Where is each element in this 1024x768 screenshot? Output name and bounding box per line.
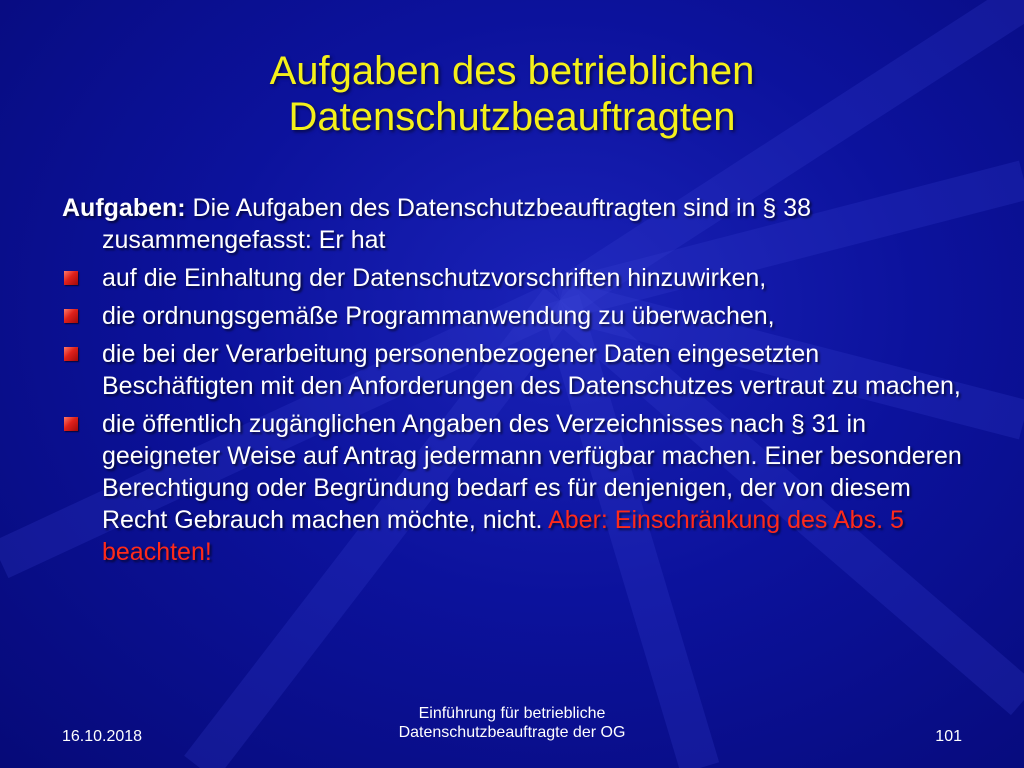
red-square-bullet-icon (64, 271, 78, 285)
slide-body (62, 192, 962, 574)
footer-date: 16.10.2018 (62, 728, 143, 745)
bullet-item (62, 300, 962, 332)
slide-title-line-2: Datenschutzbeauftragten (288, 95, 736, 139)
bullet-item (62, 408, 962, 568)
warning-text: Aber: Einschränkung des Abs. 5 beachten! (102, 506, 904, 566)
page-number: 101 (935, 728, 962, 745)
slide-title (100, 48, 924, 140)
red-square-bullet-icon (64, 417, 78, 431)
red-square-bullet-icon (64, 309, 78, 323)
bullet-item (62, 262, 962, 294)
bullet-text: auf die Einhaltung der Datenschutzvorschriften hinzuwirken, (102, 264, 767, 292)
intro-paragraph (62, 192, 962, 256)
bullet-text: die ordnungsgemäße Programmanwendung zu überwachen, (102, 302, 775, 330)
intro-text: Die Aufgaben des Datenschutzbeauftragten sind in § 38 zusammengefasst: Er hat (102, 194, 812, 254)
footer-title-line-1: Einführung für betriebliche (418, 705, 606, 722)
bullet-text: die bei der Verarbeitung personenbezogener Daten eingesetzten Beschäftigten mit den Anforderungen des Datenschutzes vertraut zu machen, (102, 340, 961, 400)
red-square-bullet-icon (64, 347, 78, 361)
bullet-list (62, 262, 962, 568)
bullet-item (62, 338, 962, 402)
bullet-text: die öffentlich zugänglichen Angaben des Verzeichnisses nach § 31 in geeigneter Weise auf Antrag jedermann verfügbar machen. Einer besonderen Berechtigung oder Begründung bedarf es für denjenigen, der von diesem Recht Gebrauch machen möchte, nicht. (102, 410, 962, 534)
footer-title-line-2: Datenschutzbeauftragte der OG (398, 724, 626, 741)
footer-title (312, 704, 712, 742)
slide-title-line-1: Aufgaben des betrieblichen (269, 49, 755, 93)
intro-lead: Aufgaben: (62, 194, 186, 222)
